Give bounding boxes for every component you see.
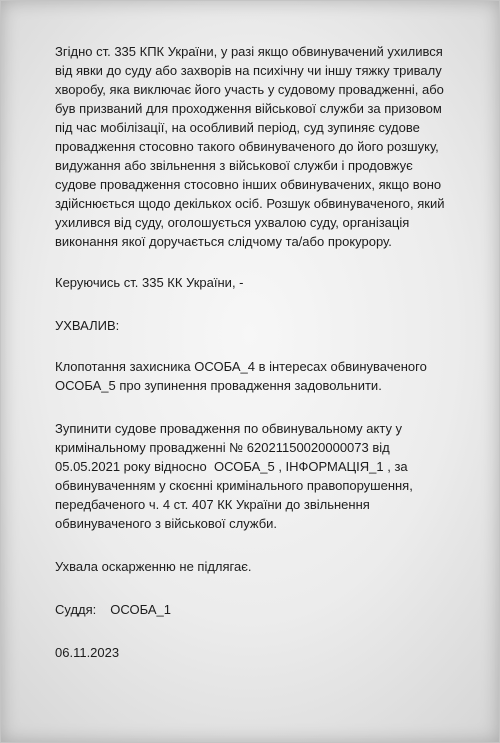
- text-line: виконання якої доручається слідчому та/або прокурору.: [55, 234, 392, 249]
- document-date: 06.11.2023: [55, 645, 120, 660]
- judge-label: Суддя:: [55, 602, 97, 617]
- appeal-note: Ухвала оскарженню не підлягає.: [55, 559, 252, 574]
- text-line: 05.05.2021 року відносно ОСОБА_5 , ІНФОРМАЦІЯ_1 , за: [55, 459, 408, 474]
- text-line: Згідно ст. 335 КПК України, у разі якщо обвинувачений ухилився: [55, 44, 443, 59]
- judge-name: ОСОБА_1: [110, 602, 171, 617]
- text-line: видужання або звільнення з військової служби і продовжує: [55, 158, 413, 173]
- text-line: передбаченого ч. 4 ст. 407 КК України до звільнення: [55, 497, 370, 512]
- text-line: кримінальному провадженні № 62021150020000073 від: [55, 440, 390, 455]
- text-line: був призваний для проходження військової служби за призовом: [55, 101, 442, 116]
- text-line: здійснюється щодо декількох осіб. Розшук обвинуваченого, який: [55, 196, 445, 211]
- text-line: судове провадження стосовно інших обвинувачених, якщо воно: [55, 177, 442, 192]
- text-line: провадження стосовно такого обвинуваченого до його розшуку,: [55, 139, 439, 154]
- paragraph-motion: [55, 357, 475, 395]
- resolved-heading: УХВАЛИВ:: [55, 318, 120, 333]
- text-line: обвинуваченням у скоєнні кримінального правопорушення,: [55, 478, 413, 493]
- text-line: під час мобілізації, на особливий період, суд зупиняє судове: [55, 120, 420, 135]
- text-line: хворобу, яка виключає його участь у судовому провадженні, або: [55, 82, 444, 97]
- paragraph-suspension: [55, 419, 475, 533]
- text-line: ухилився від суду, оголошується ухвалою суду, організація: [55, 215, 410, 230]
- paragraph-legal-basis: [55, 42, 475, 251]
- text-line: ОСОБА_5 про зупинення провадження задовольнити.: [55, 378, 382, 393]
- text-line: Клопотання захисника ОСОБА_4 в інтересах обвинуваченого: [55, 359, 427, 374]
- guided-by-line: Керуючись ст. 335 КК України, -: [55, 275, 244, 290]
- text-line: від явки до суду або захворів на психічну чи іншу тяжку тривалу: [55, 63, 442, 78]
- text-line: Зупинити судове провадження по обвинувальному акту у: [55, 421, 403, 436]
- document-body: [55, 42, 475, 662]
- text-line: обвинуваченого з військової служби.: [55, 516, 278, 531]
- judge-signature-line: [55, 600, 475, 619]
